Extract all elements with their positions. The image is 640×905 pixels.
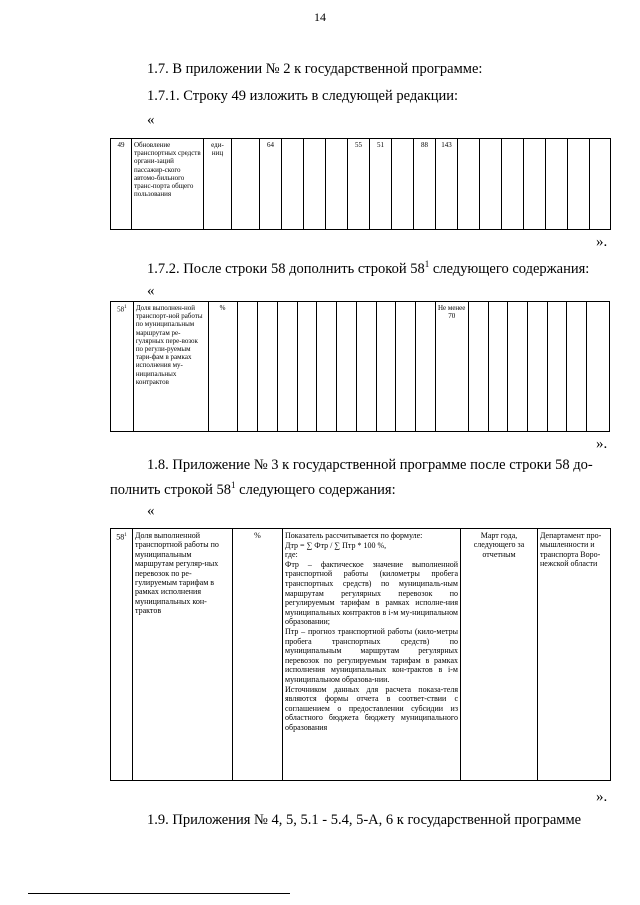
value-cell [282, 139, 304, 230]
value-cell [376, 302, 396, 432]
value-cell [237, 302, 258, 432]
paragraph-1-7-1: 1.7.1. Строку 49 изложить в следующей редакции: [147, 88, 459, 104]
method-line: Источником данных для расчета показа-теля являются формы отчета в соответ-ствии с соглашением о предоставлении субсидии из областного бюджета бюджету муниципального образования [285, 684, 458, 732]
open-quote: « [147, 112, 155, 128]
row-number-text: 58 [117, 305, 125, 314]
row-number-text: 58 [116, 532, 125, 542]
value-cell: 51 [370, 139, 392, 230]
value-cell [356, 302, 376, 432]
value-cell: 88 [414, 139, 436, 230]
page-number: 14 [314, 10, 326, 24]
value-cell [546, 139, 568, 230]
unit-cell: % [208, 302, 237, 432]
value-cell [567, 302, 587, 432]
value-cell [396, 302, 416, 432]
close-quote: ». [596, 234, 608, 250]
value-cell [258, 302, 278, 432]
paragraph-1-7-2-tail: следующего содержания: [429, 260, 590, 277]
reporting-period: Март года, следующего за отчетным [461, 529, 538, 781]
value-cell [458, 139, 480, 230]
value-cell [232, 139, 260, 230]
row-number [111, 529, 133, 781]
target-value-cell: Не менее 70 [435, 302, 468, 432]
indicator-name: Доля выполненной транспортной работы по муниципальным маршрутам регуляр-ных перевозок по ре-гулируемым тарифам в рамках исполнения муниципальных кон-трактов [133, 529, 233, 781]
superscript: 1 [424, 259, 430, 269]
superscript: 1 [124, 533, 127, 538]
value-cell [502, 139, 524, 230]
value-cell [547, 302, 567, 432]
paragraph-1-7: 1.7. В приложении № 2 к государственной программе: [147, 61, 483, 77]
close-quote: ». [596, 436, 608, 452]
method-line: Фтр – фактическое значение выполненной транспортной работы (километры пробега транспортных средств) по муниципаль-ным маршрутам регулярных перевозок по регулируемым тарифам в рамках исполне-ния муниципальных контрактов в i-м му-ниципальном образовании; [285, 559, 458, 627]
formula: Дтр = ∑ Фтр / ∑ Птр * 100 %, [285, 540, 387, 550]
value-cell [415, 302, 435, 432]
value-cell [277, 302, 297, 432]
row-number: 49 [111, 139, 132, 230]
value-cell [480, 139, 502, 230]
value-cell [508, 302, 528, 432]
paragraph-1-8-text: полнить строкой 58 [110, 481, 232, 498]
row-number [111, 302, 134, 432]
paragraph-1-7-2-text: 1.7.2. После строки 58 дополнить строкой 58 [147, 260, 425, 277]
paragraph-1-8-line1: 1.8. Приложение № 3 к государственной программе после строки 58 до- [147, 457, 593, 473]
value-cell [304, 139, 326, 230]
value-cell [317, 302, 337, 432]
value-cell [524, 139, 546, 230]
close-quote: ». [596, 789, 608, 805]
unit-cell: % [233, 529, 283, 781]
value-cell: 55 [348, 139, 370, 230]
superscript: 1 [231, 480, 236, 490]
value-cell [568, 139, 590, 230]
value-cell [587, 302, 610, 432]
value-cell [392, 139, 414, 230]
responsible-body: Департамент про-мышленности и транспорта Воро-нежской области [538, 529, 611, 781]
calculation-method [283, 529, 461, 781]
value-cell [337, 302, 357, 432]
table-row-49 [110, 138, 611, 230]
paragraph-1-9: 1.9. Приложения № 4, 5, 5.1 - 5.4, 5-А, 6 к государственной программе [147, 812, 582, 828]
open-quote: « [147, 283, 155, 299]
table-row-58-1-appendix-3 [110, 528, 611, 781]
open-quote: « [147, 503, 155, 519]
paragraph-1-8-line2 [110, 480, 396, 499]
indicator-name: Обновление транспортных средств органи-заций пассажир-ского автомо-бильного транс-порта общего пользования [132, 139, 204, 230]
value-cell [527, 302, 547, 432]
unit-cell: еди-ниц [204, 139, 232, 230]
value-cell: 64 [260, 139, 282, 230]
paragraph-1-7-2 [147, 259, 589, 278]
indicator-name: Доля выполнен-ной транспорт-ной работы по муниципальным маршрутам ре-гулярных пере-возок по регули-руемым тари-фам в рамках исполнения му-ниципальных контрактов [133, 302, 208, 432]
value-cell [590, 139, 611, 230]
value-cell: 143 [436, 139, 458, 230]
superscript: 1 [124, 305, 127, 310]
value-cell [468, 302, 488, 432]
method-line: Показатель рассчитывается по формуле: [285, 531, 423, 540]
paragraph-1-8-tail: следующего содержания: [235, 481, 396, 498]
value-cell [297, 302, 317, 432]
method-line: где: [285, 550, 298, 560]
value-cell [488, 302, 508, 432]
table-row-58-1 [110, 301, 610, 432]
value-cell [326, 139, 348, 230]
footnote-divider [28, 893, 290, 894]
method-line: Птр – прогноз транспортной работы (кило-метры пробега транспортных средств) по муниципальным маршрутам регулярных перевозок по регулируемым тарифам в рамках исполнения муниципальных кон-трактов в i-м муниципальном образова-нии. [285, 626, 458, 684]
